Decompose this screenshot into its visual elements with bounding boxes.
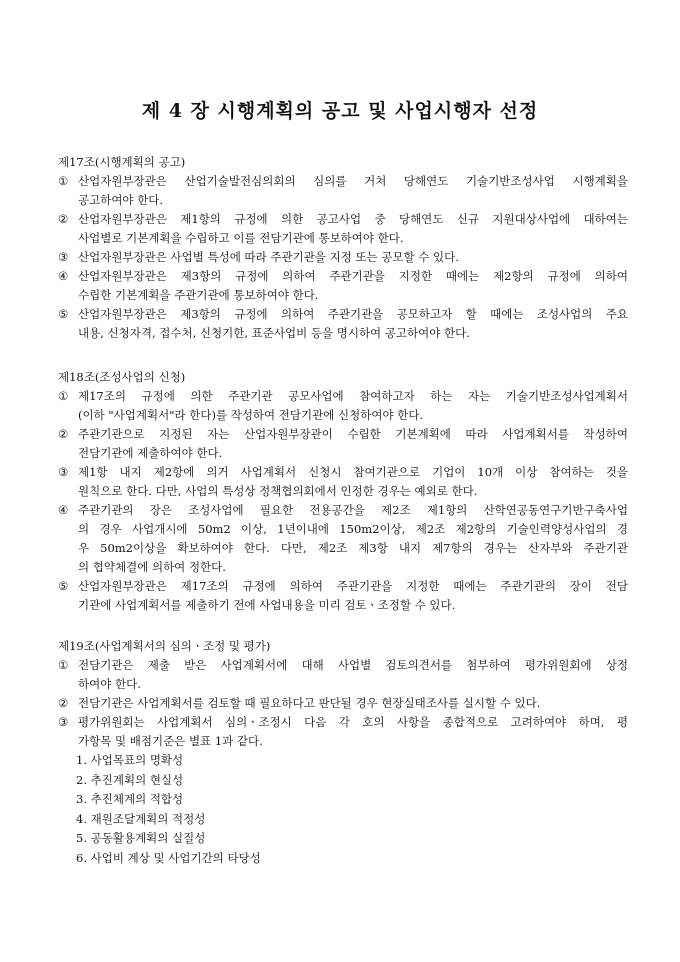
article-18 bbox=[58, 367, 628, 615]
clause-text bbox=[78, 210, 628, 248]
clause-text bbox=[78, 501, 628, 577]
clause bbox=[58, 577, 628, 615]
clause-text bbox=[78, 656, 628, 694]
clause bbox=[58, 656, 628, 694]
list-item: 4. 재원조달계획의 적정성 bbox=[76, 811, 206, 826]
clause-line: 평가위원회는 사업계획서 심의ㆍ조정시 다음 각 호의 사항을 종합적으로 고려하여야 하며, 평 bbox=[78, 715, 628, 729]
clause-line: (이하 "사업계획서"라 한다)를 작성하여 전담기관에 신청하여야 한다. bbox=[78, 408, 424, 422]
clause-number: ④ bbox=[58, 269, 69, 283]
clause-text bbox=[78, 387, 628, 425]
clause-text bbox=[78, 694, 628, 713]
clause bbox=[58, 248, 628, 267]
chapter-title: 제 4 장 시행계획의 공고 및 사업시행자 선정 bbox=[141, 100, 539, 122]
clause-number: ③ bbox=[58, 465, 69, 479]
clause-line: 원칙으로 한다. 다만, 사업의 특성상 정책협의회에서 인정한 경우는 예외로 한다. bbox=[78, 484, 478, 498]
clause-line: 기관에 사업계획서를 제출하기 전에 사업내용을 미리 검토ㆍ조정할 수 있다. bbox=[78, 598, 456, 612]
clause bbox=[58, 463, 628, 501]
clause-line: 사업별로 기본계획을 수립하고 이를 전담기관에 통보하여야 한다. bbox=[78, 231, 404, 245]
clause bbox=[58, 694, 628, 713]
clause-number: ② bbox=[58, 212, 69, 226]
clause-number: ② bbox=[58, 427, 69, 441]
clause-text bbox=[78, 305, 628, 343]
clause bbox=[58, 172, 628, 210]
clause bbox=[58, 425, 628, 463]
clause-line: 하여야 한다. bbox=[78, 677, 141, 691]
article-heading: 제17조(시행계획의 공고) bbox=[58, 155, 186, 169]
clause-number: ④ bbox=[58, 503, 69, 517]
clause-line: 우 50m2이상을 확보하여야 한다. 다만, 제2조 제3항 내지 제7항의 경우는 산자부와 주관기관 bbox=[78, 541, 628, 555]
clause-text bbox=[78, 713, 628, 751]
clause-line: 산업자원부장관은 산업기술발전심의회의 심의를 거쳐 당해연도 기술기반조성사업 시행계획을 bbox=[78, 174, 628, 188]
list-item: 6. 사업비 계상 및 사업기간의 타당성 bbox=[76, 850, 261, 865]
clause-line: 산업자원부장관은 제3항의 규정에 의하여 주관기관을 지정한 때에는 제2항의 규정에 의하여 bbox=[78, 269, 628, 283]
clause-line: 의 경우 사업개시에 50m2 이상, 1년이내에 150m2이상, 제2조 제2항의 기술인력양성사업의 경 bbox=[78, 522, 628, 536]
list-item: 3. 추진체계의 적합성 bbox=[76, 792, 184, 806]
clause-number: ⑤ bbox=[58, 307, 69, 321]
clause-number: ① bbox=[58, 389, 69, 403]
clause-number: ⑤ bbox=[58, 579, 69, 593]
clause bbox=[58, 210, 628, 248]
article-17 bbox=[58, 152, 628, 343]
clause bbox=[58, 713, 628, 751]
clause-line: 내용, 신청자격, 접수처, 신청기한, 표준사업비 등을 명시하여 공고하여야 한다. bbox=[78, 326, 470, 340]
list-item: 1. 사업목표의 명확성 bbox=[76, 753, 184, 767]
clause-line: 제1항 내지 제2항에 의거 사업계획서 신청시 참여기관으로 기업이 10개 이상 참여하는 것을 bbox=[78, 465, 628, 479]
clause bbox=[58, 305, 628, 343]
clause-text bbox=[78, 463, 628, 501]
clause-text bbox=[78, 425, 628, 463]
clause-number: ① bbox=[58, 658, 69, 672]
clause-line: 수립한 기본계획을 주관기관에 통보하여야 한다. bbox=[78, 288, 319, 302]
clause-text bbox=[78, 267, 628, 305]
list-item: 2. 추진계획의 현실성 bbox=[76, 772, 184, 787]
clause-line: 산업자원부장관은 제17조의 규정에 의하여 주관기관을 지정한 때에는 주관기관의 장이 전담 bbox=[78, 579, 628, 593]
clause-number: ③ bbox=[58, 715, 69, 729]
clause-line: 주관기관으로 지정된 자는 산업자원부장관이 수립한 기본계획에 따라 사업계획서를 작성하여 bbox=[78, 427, 628, 441]
clause-text bbox=[78, 248, 628, 267]
clause-text bbox=[78, 577, 628, 615]
clause bbox=[58, 387, 628, 425]
clause bbox=[58, 501, 628, 577]
clause-line: 산업자원부장관은 제3항의 규정에 의하여 주관기관을 공모하고자 할 때에는 조성사업의 주요 bbox=[78, 307, 628, 321]
evaluation-criteria-list bbox=[58, 751, 628, 868]
article-heading: 제18조(조성사업의 신청) bbox=[58, 370, 186, 384]
clause-line: 전담기관은 사업계획서를 검토할 때 필요하다고 판단될 경우 현장실태조사를 실시할 수 있다. bbox=[78, 696, 541, 710]
clause-text bbox=[78, 172, 628, 210]
clause-line: 의 협약체결에 의하여 정한다. bbox=[78, 560, 226, 574]
clause-line: 공고하여야 한다. bbox=[78, 193, 164, 207]
clause-number: ① bbox=[58, 174, 69, 188]
clause-line: 제17조의 규정에 의한 주관기관 공모사업에 참여하고자 하는 자는 기술기반조성사업계획서 bbox=[78, 389, 628, 403]
clause bbox=[58, 267, 628, 305]
clause-line: 산업자원부장관은 사업별 특성에 따라 주관기관을 지정 또는 공모할 수 있다. bbox=[78, 250, 459, 264]
clause-line: 전담기관에 제출하여야 한다. bbox=[78, 446, 223, 460]
clause-number: ② bbox=[58, 696, 69, 710]
clause-line: 전담기관은 제출 받은 사업계획서에 대해 사업별 검토의견서를 첨부하여 평가위원회에 상정 bbox=[78, 658, 628, 672]
clause-line: 가항목 및 배점기준은 별표 1과 같다. bbox=[78, 734, 263, 748]
clause-line: 산업자원부장관은 제1항의 규정에 의한 공고사업 중 당해연도 신규 지원대상사업에 대하여는 bbox=[78, 212, 628, 226]
article-19 bbox=[58, 636, 628, 868]
list-item: 5. 공동활용계획의 실질성 bbox=[76, 831, 206, 845]
clause-line: 주관기관의 장은 조성사업에 필요한 전용공간을 제2조 제1항의 산학연공동연구기반구축사업 bbox=[78, 503, 628, 517]
clause-number: ③ bbox=[58, 250, 69, 264]
article-heading: 제19조(사업계획서의 심의ㆍ조정 및 평가) bbox=[58, 639, 271, 653]
